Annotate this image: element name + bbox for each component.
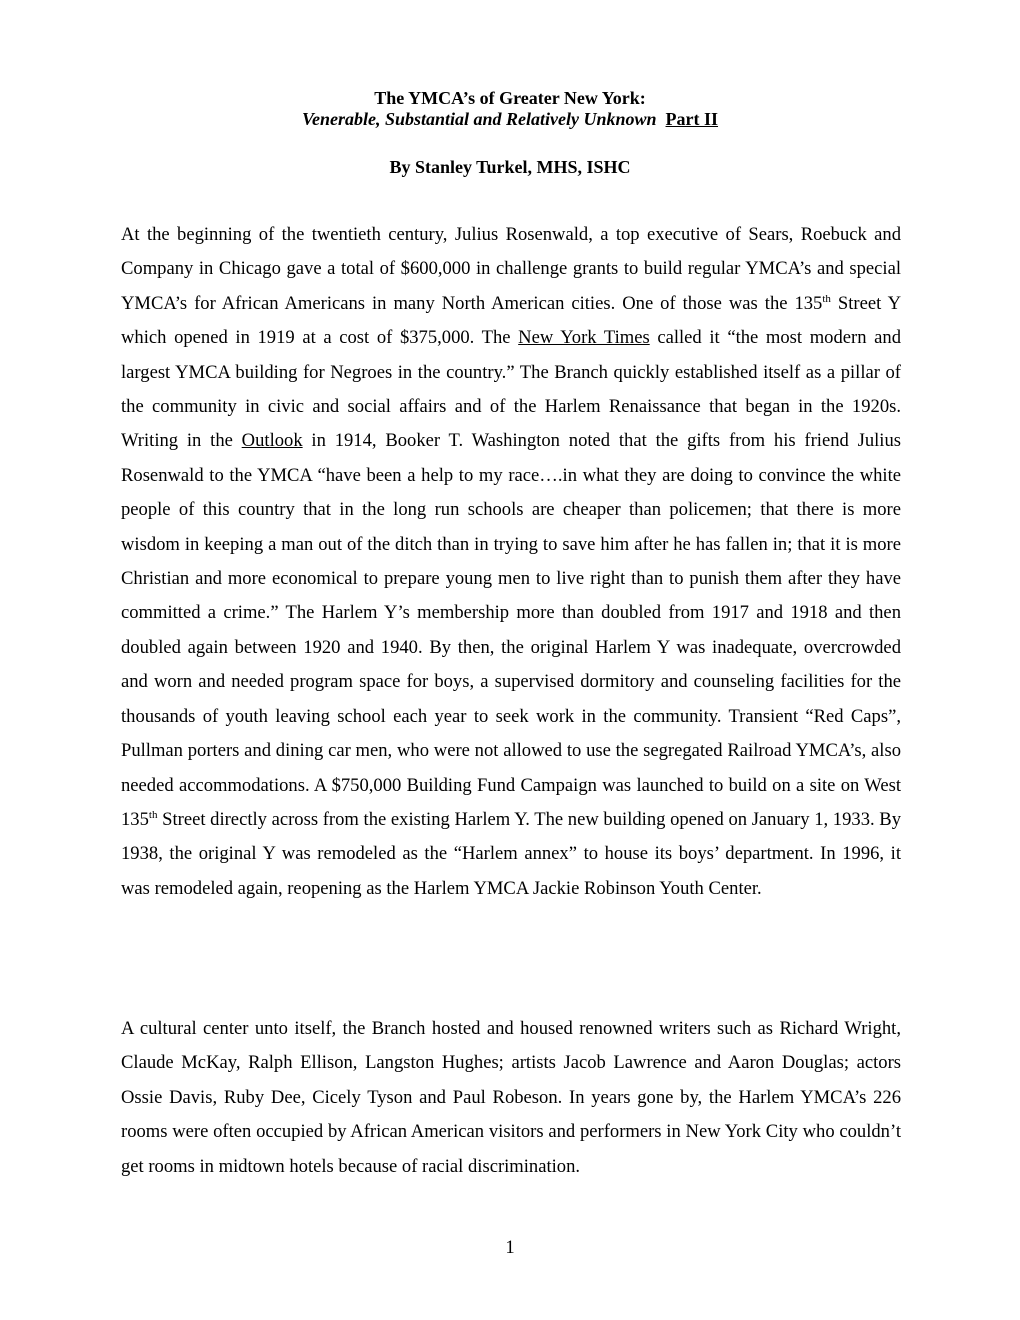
p1-segment-2: Street Y which opened in 1919 at a cost of $375,000. The xyxy=(121,292,901,349)
p1-segment-1: At the beginning of the twentieth century, Julius Rosenwald, a top executive of Sears, Roebuck and Company in Chicago gave a total of $600,000 in challenge grants to build regular YMCA’s and special YMCA’s for African Americans in many North American cities. One of those was the 135 xyxy=(121,224,901,314)
body-paragraph-1 xyxy=(121,218,901,906)
byline: By Stanley Turkel, MHS, ISHC xyxy=(389,157,631,177)
title-line-2 xyxy=(0,109,1020,130)
body-paragraph-2: A cultural center unto itself, the Branch hosted and housed renowned writers such as Richard Wright, Claude McKay, Ralph Ellison, Langston Hughes; artists Jacob Lawrence and Aaron Douglas; actors Ossie Davis, Ruby Dee, Cicely Tyson and Paul Robeson. In years gone by, the Harlem YMCA’s 226 rooms were often occupied by African American visitors and performers in New York City who couldn’t get rooms in midtown hotels because of racial discrimination. xyxy=(121,1018,901,1177)
publication-outlook: Outlook xyxy=(241,430,303,452)
publication-new-york-times: New York Times xyxy=(518,327,650,349)
title-part-label: Part II xyxy=(665,109,719,129)
p1-segment-3: called it “the most modern and largest YMCA building for Negroes in the country.” The Branch quickly established itself as a pillar of the community in civic and social affairs and of the Harlem Renaissance that began in the 1920s. Writing in the xyxy=(121,327,901,452)
page-number: 1 xyxy=(505,1237,515,1258)
title-subtitle: Venerable, Substantial and Relatively Unknown xyxy=(301,109,657,129)
ordinal-suffix-1: th xyxy=(822,292,831,305)
document-title xyxy=(0,88,1020,130)
ordinal-suffix-2: th xyxy=(148,808,158,821)
p1-segment-5: Street directly across from the existing Harlem Y. The new building opened on January 1, 1933. By 1938, the original Y was remodeled as the “Harlem annex” to house its boys’ department. In 1996, it was remodeled again, reopening as the Harlem YMCA Jackie Robinson Youth Center. xyxy=(121,808,901,899)
title-line-1: The YMCA’s of Greater New York: xyxy=(374,88,646,108)
p1-segment-4: in 1914, Booker T. Washington noted that the gifts from his friend Julius Rosenwald to the YMCA “have been a help to my race….in what they are doing to convince the white people of this country that in the long run schools are cheaper than policemen; that there is more wisdom in keeping a man out of the ditch than in trying to save him after he has fallen in; that it is more Christian and more economical to prepare young men to live right than to punish them after they have committed a crime.” The Harlem Y’s membership more than doubled from 1917 and 1918 and then doubled again between 1920 and 1940. By then, the original Harlem Y was inadequate, overcrowded and worn and needed program space for boys, a supervised dormitory and counseling facilities for the thousands of youth leaving school each year to seek work in the community. Transient “Red Caps”, Pullman porters and dining car men, who were not allowed to use the segregated Railroad YMCA’s, also needed accommodations. A $750,000 Building Fund Campaign was launched to build on a site on West 135 xyxy=(121,430,901,830)
